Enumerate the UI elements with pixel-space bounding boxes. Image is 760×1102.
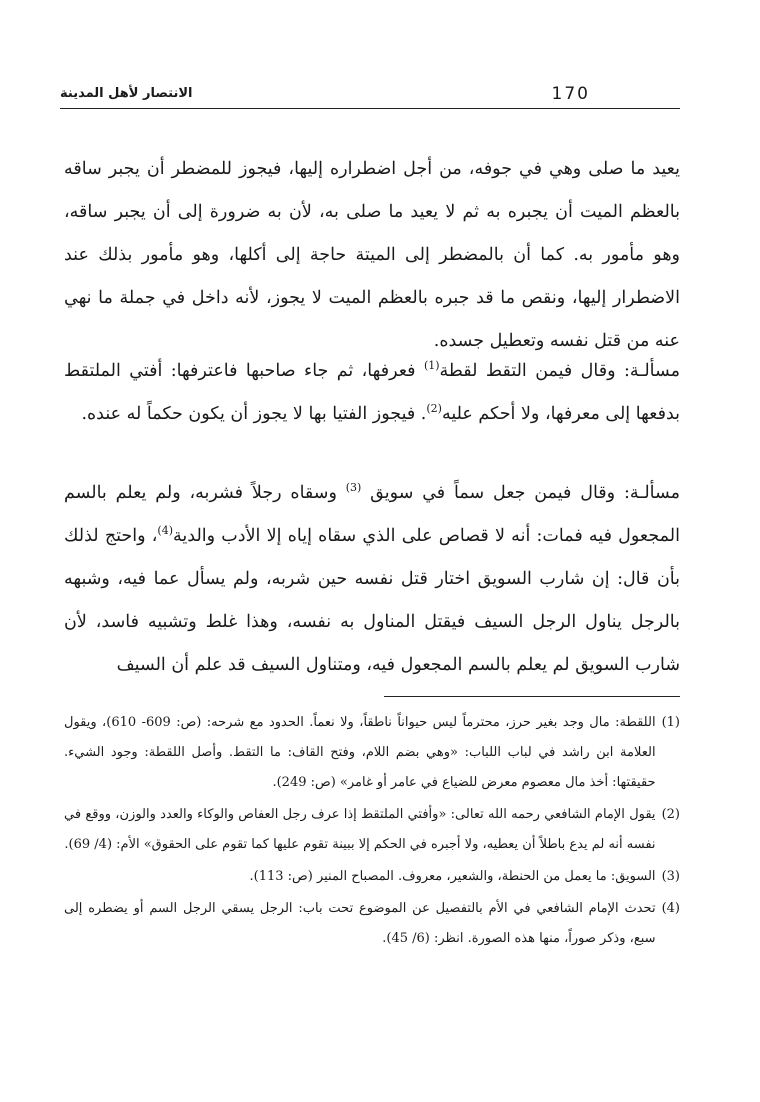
footnote-text: تحدث الإمام الشافعي في الأم بالتفصيل عن الموضوع تحت باب: الرجل يسقي الرجل السم أو يضطره إلى سبع، وذكر صوراً، منها هذه الصورة. انظر: (6/ 45). [64,901,656,946]
footnote-text: اللقطة: مال وجد بغير حرز، محترماً ليس حيواناً ناطقاً، ولا نعماً. الحدود مع شرحه: (ص: 609- 610)، ويقول العلامة ابن راشد في لباب اللباب: «وهي بضم اللام، وفتح القاف: ما التقط. وأصل اللقطة: وجود الشيء. حقيقتها: أخذ مال معصوم معرض للضياع في عامر أو غامر» (ص: 249). [64,715,656,790]
footnote-4 [64,894,680,954]
paragraph-3-part-3: ، واحتج لذلك بأن قال: إن شارب السويق اختار قتل نفسه حين شربه، ولم يسأل عما فيه، وشبهه بالرجل يناول الرجل السيف فيقتل المناول به نفسه، وهذا غلط وتشبيه فاسد، لأن شارب السويق لم يعلم بالسم المجعول فيه، ومتناول السيف قد علم أن السيف [64,526,680,675]
running-title: الانتصار لأهل المدينة [60,86,193,101]
paragraph-3 [64,472,680,687]
running-header [60,84,680,109]
issue-label: مسألـة: [623,483,680,503]
paragraph-2-part-3: . فيجوز الفتيا بها لا يجوز أن يكون حكماً له عنده. [81,404,427,424]
footnote-text: يقول الإمام الشافعي رحمه الله تعالى: «وأفتي الملتقط إذا عرف رجل العفاص والوكاء والعدد والوزن، ووقع في نفسه أنه لم يدع باطلاً أن يعطيه، ولا أجبره في الحكم إلا ببينة تقوم عليها كما تقوم على الحقوق» الأم: (4/ 69). [64,807,656,852]
footnote-number: (4) [661,901,680,916]
footnote-ref-1[interactable]: (1) [423,359,440,373]
paragraph-2-text [64,350,680,436]
footnote-ref-4[interactable]: (4) [157,524,173,538]
paragraph-2-part-2: فعرفها، ثم جاء صاحبها فاعترفها: أفتي الملتقط بدفعها إلى معرفها، ولا أحكم عليه [64,361,680,424]
paragraph-2-part-1: وقال فيمن التقط لقطة [439,361,624,381]
paragraph-3-part-1: وقال فيمن جعل سماً في سويق [361,483,624,503]
paragraph-1-text: يعيد ما صلى وهي في جوفه، من أجل اضطراره إليها، فيجوز للمضطر أن يجبر ساقه بالعظم الميت أن يجبره به ثم لا يعيد ما صلى به، لأن به ضرورة إلى أن يجبر ساقه، وهو مأمور به. كما أن بالمضطر إلى الميتة حاجة إلى أكلها، وهو مأمور بذلك عند الاضطرار إليها، ونقص ما قد جبره بالعظم الميت لا يجوز، لأنه داخل في جملة ما نهي عنه من قتل نفسه وتعطيل جسده. [64,159,680,351]
footnote-ref-2[interactable]: (2) [426,402,442,416]
footnote-3 [64,862,680,892]
issue-label: مسألـة: [623,361,680,381]
paragraph-3-part-2: وسقاه رجلاً فشربه، ولم يعلم بالسم المجعول فيه فمات: أنه لا قصاص على الذي سقاه إياه إلا الأدب والدية [64,483,680,546]
footnote-1 [64,708,680,798]
footnote-2 [64,800,680,860]
page-number: 170 [551,84,590,104]
footnote-text: السويق: ما يعمل من الحنطة، والشعير، معروف. المصباح المنير (ص: 113). [249,869,656,884]
footnote-number: (2) [661,807,680,822]
paragraph-1 [64,148,680,363]
paragraph-2 [64,350,680,436]
footnote-ref-3[interactable]: (3) [345,481,362,495]
footnote-divider [384,696,680,697]
footnotes [64,708,680,956]
footnote-number: (1) [661,715,680,730]
paragraph-3-text [64,472,680,687]
footnote-number: (3) [661,869,680,884]
